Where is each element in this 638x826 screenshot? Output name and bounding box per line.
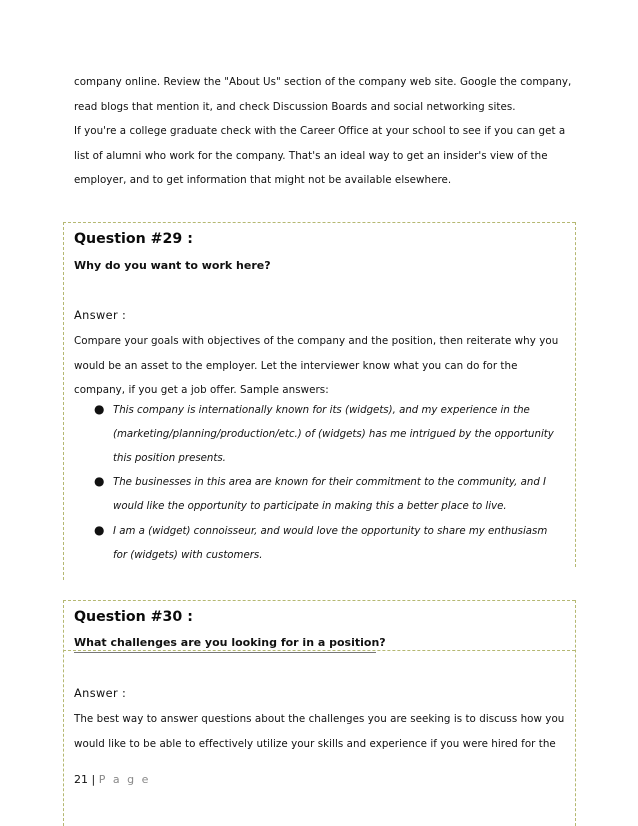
page-label: P a g e xyxy=(98,773,151,786)
page-footer xyxy=(74,773,150,786)
q29-bullet-2: The businesses in this area are known for their commitment to the community, and I would like the opportunity to participate in making this a better place to live. xyxy=(113,477,547,512)
intro-paragraph-1: company online. Review the "About Us" section of the company web site. Google the company, read blogs that mention it, and check Discussion Boards and social networking sites. xyxy=(74,76,572,113)
q30-question-underline xyxy=(74,652,376,653)
bullet-icon: ● xyxy=(94,474,105,488)
q29-answer-text: Compare your goals with objectives of the company and the position, then reiterate why you would be an asset to the employer. Let the interviewer know what you can do for the company, if you get a job offer. Sample answers: xyxy=(74,335,559,396)
q29-question: Why do you want to work here? xyxy=(74,259,271,272)
q30-title: Question #30 : xyxy=(74,609,193,625)
q29-answer-label: Answer : xyxy=(74,309,127,322)
q30-frame-left xyxy=(63,600,64,826)
q30-answer-label: Answer : xyxy=(74,687,127,700)
q29-frame-top xyxy=(63,222,575,223)
q29-frame-left xyxy=(63,222,64,580)
footer-separator: | xyxy=(91,773,96,786)
bullet-icon: ● xyxy=(94,523,105,537)
q30-question: What challenges are you looking for in a position? xyxy=(74,636,386,649)
q29-title: Question #29 : xyxy=(74,231,193,247)
q30-answer-text: The best way to answer questions about the challenges you are seeking is to discuss how you would like to be able to effectively utilize your skills and experience if you were hired for the xyxy=(74,713,565,750)
q30-inner-divider xyxy=(63,650,575,651)
q29-bullet-1: This company is internationally known for its (widgets), and my experience in the (marketing/planning/production/etc.) of (widgets) has me intrigued by the opportunity this position presents. xyxy=(113,405,554,464)
q29-bullet-3: I am a (widget) connoisseur, and would love the opportunity to share my enthusiasm for (widgets) with customers. xyxy=(113,526,548,561)
bullet-icon: ● xyxy=(94,402,105,416)
q29-frame-right xyxy=(575,222,576,567)
q30-frame-top xyxy=(63,600,575,601)
q30-frame-right xyxy=(575,600,576,826)
intro-paragraph-2: If you're a college graduate check with the Career Office at your school to see if you can get a list of alumni who work for the company. That's an ideal way to get an insider's view of the employer, and to get information that might not be available elsewhere. xyxy=(74,125,566,186)
page-number: 21 xyxy=(74,773,88,786)
